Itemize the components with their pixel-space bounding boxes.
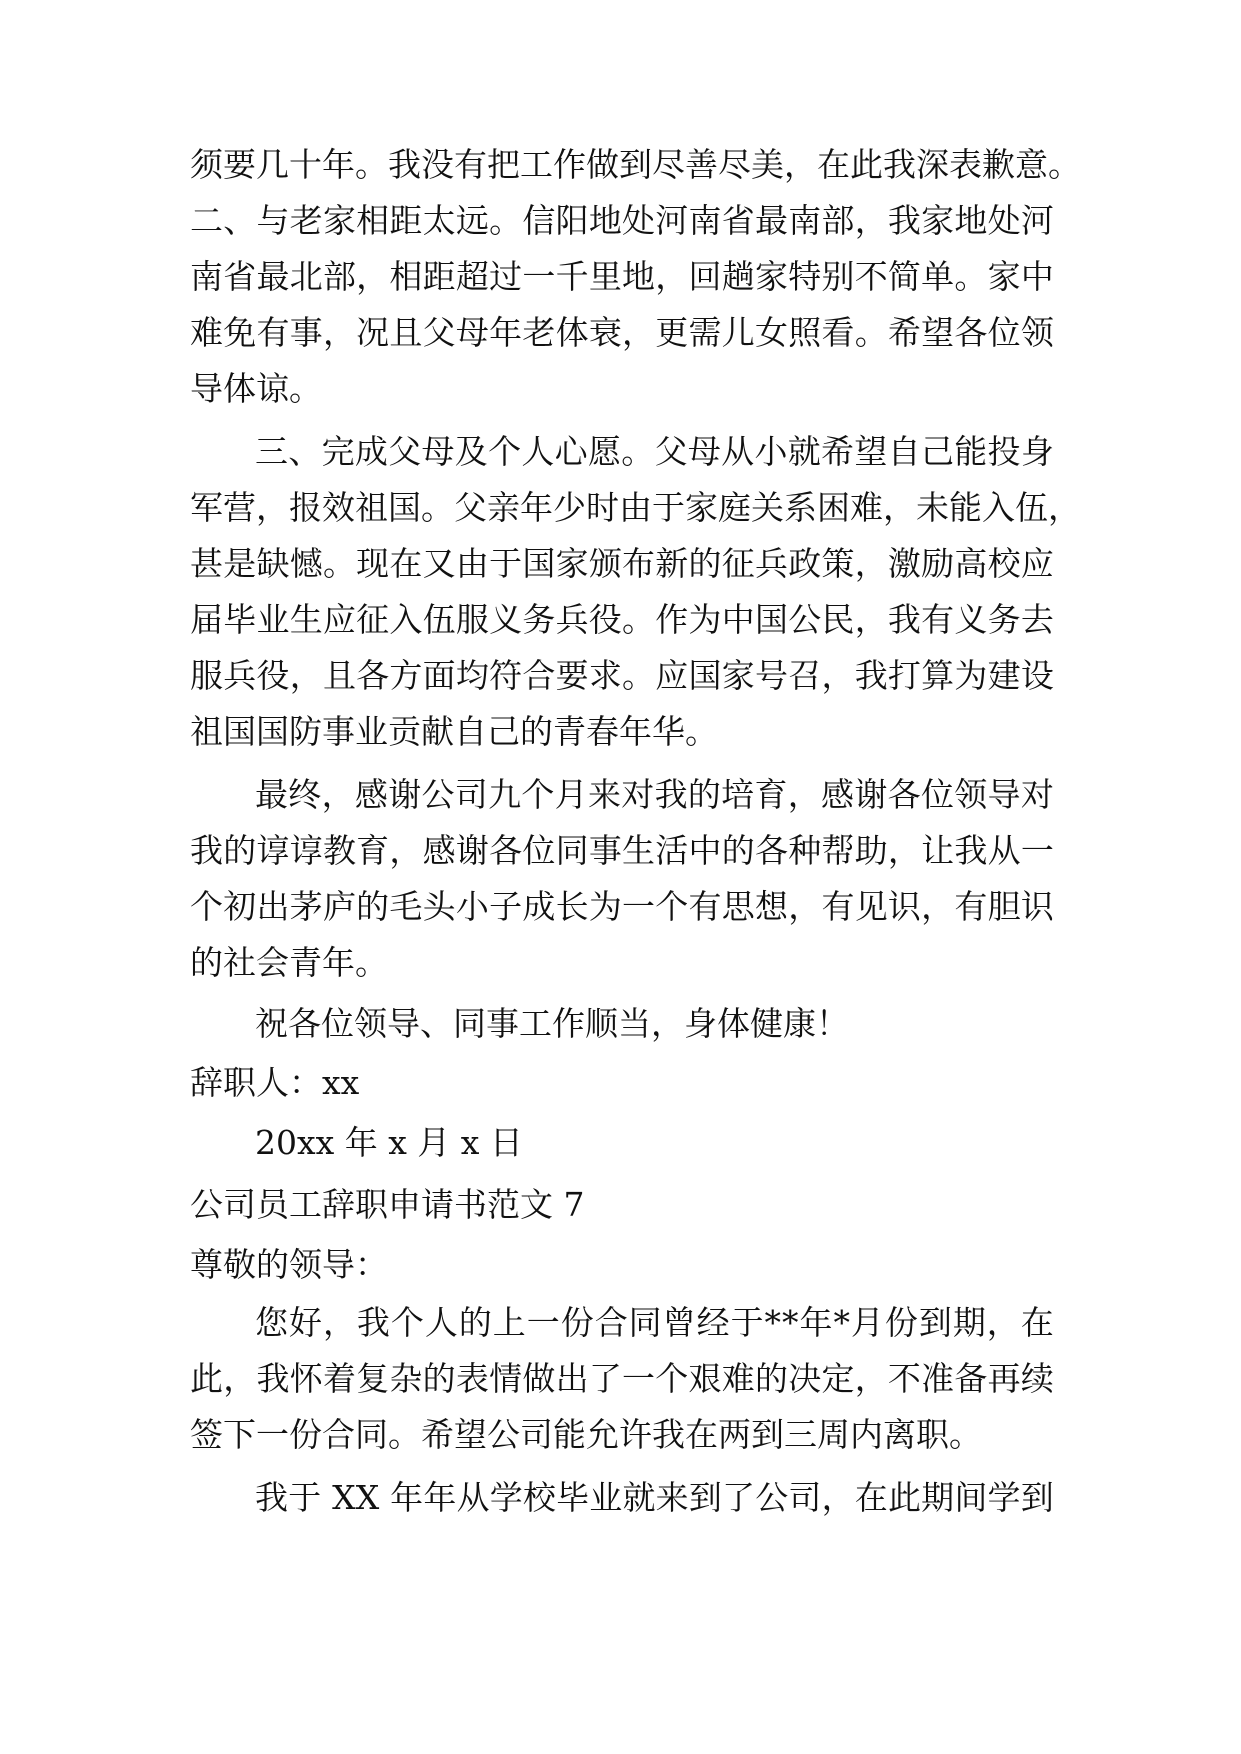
text-line: 须 要 几 十 年 。 我 没 有 把 工 作 做 到 尽 善 尽 美 ， 在 此 我 深 表 歉 意 。 bbox=[190, 145, 1081, 184]
paragraph-first-line: 您 好 ， 我 个 人 的 上 一 份 合 同 曾 经 于 * * 年 * 月 份 到 期 ， 在 bbox=[255, 1303, 1054, 1342]
text-line: 甚 是 缺 憾 。 现 在 又 由 于 国 家 颁 布 新 的 征 兵 政 策 ， 激 励 高 校 应 bbox=[190, 544, 1054, 583]
text-line: 南 省 最 北 部 ， 相 距 超 过 一 千 里 地 ， 回 趟 家 特 别 不 简 单 。 家 中 bbox=[190, 257, 1054, 296]
salutation: 尊敬的领导： bbox=[190, 1245, 388, 1284]
date-line: 20xx 年 x 月 x 日 bbox=[255, 1123, 523, 1162]
text-line: 的社会青年。 bbox=[190, 943, 388, 982]
text-line: 祖国国防事业贡献自己的青春年华。 bbox=[190, 712, 718, 751]
text-line: 此 ， 我 怀 着 复 杂 的 表 情 做 出 了 一 个 艰 难 的 决 定 ， 不 准 备 再 续 bbox=[190, 1359, 1054, 1398]
paragraph-first-line: 我 于 X X 年 年 从 学 校 毕 业 就 来 到 了 公 司 ， 在 此 期 间 学 到 bbox=[255, 1478, 1054, 1517]
text-line: 服 兵 役 ， 且 各 方 面 均 符 合 要 求 。 应 国 家 号 召 ， 我 打 算 为 建 设 bbox=[190, 656, 1054, 695]
signature-line: 辞职人：xx bbox=[190, 1063, 360, 1102]
section-title: 公司员工辞职申请书范文 7 bbox=[190, 1185, 585, 1224]
text-line: 签下一份合同。希望公司能允许我在两到三周内离职。 bbox=[190, 1415, 982, 1454]
text-line: 届 毕 业 生 应 征 入 伍 服 义 务 兵 役 。 作 为 中 国 公 民 ， 我 有 义 务 去 bbox=[190, 600, 1054, 639]
paragraph-first-line: 最 终 ， 感 谢 公 司 九 个 月 来 对 我 的 培 育 ， 感 谢 各 位 领 导 对 bbox=[255, 775, 1054, 814]
text-line: 个 初 出 茅 庐 的 毛 头 小 子 成 长 为 一 个 有 思 想 ， 有 见 识 ， 有 胆 识 bbox=[190, 887, 1054, 926]
text-line: 导体谅。 bbox=[190, 369, 322, 408]
text-line: 二 、 与 老 家 相 距 太 远 。 信 阳 地 处 河 南 省 最 南 部 ， 我 家 地 处 河 bbox=[190, 201, 1054, 240]
text-line: 军 营 ， 报 效 祖 国 。 父 亲 年 少 时 由 于 家 庭 关 系 困 难 ， 未 能 入 伍 ， bbox=[190, 488, 1081, 527]
closing-wish: 祝各位领导、同事工作顺当，身体健康！ bbox=[255, 1004, 849, 1043]
paragraph-first-line: 三 、 完 成 父 母 及 个 人 心 愿 。 父 母 从 小 就 希 望 自 己 能 投 身 bbox=[255, 432, 1054, 471]
text-line: 难 免 有 事 ， 况 且 父 母 年 老 体 衰 ， 更 需 儿 女 照 看 。 希 望 各 位 领 bbox=[190, 313, 1054, 352]
text-line: 我 的 谆 谆 教 育 ， 感 谢 各 位 同 事 生 活 中 的 各 种 帮 助 ， 让 我 从 一 bbox=[190, 831, 1054, 870]
